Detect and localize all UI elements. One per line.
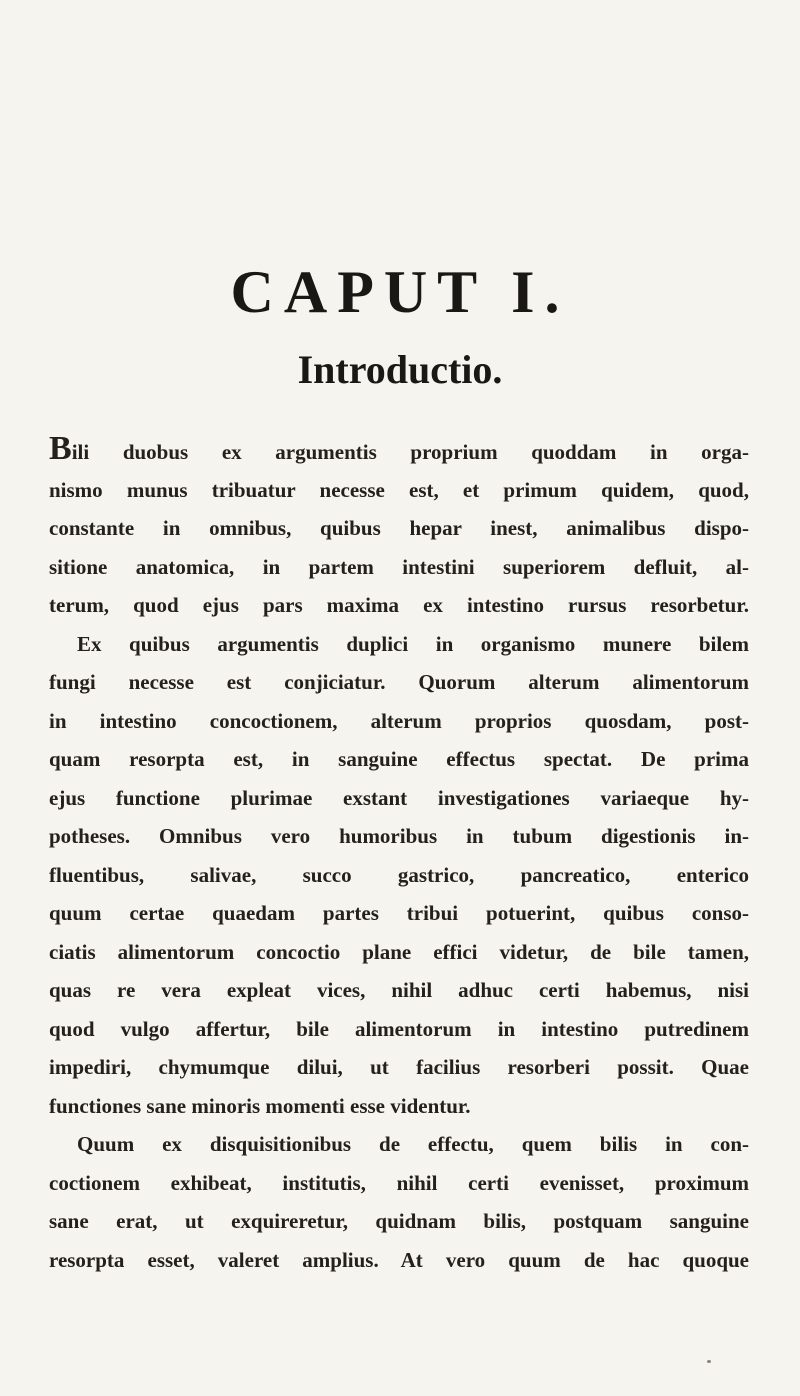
text-line xyxy=(49,432,749,471)
text-line: resorpta esset, valeret amplius. At vero quum de hac quoque xyxy=(49,1247,749,1272)
paper-speck xyxy=(707,1360,711,1363)
text-line: sitione anatomica, in partem intestini superiorem defluit, al- xyxy=(49,554,749,579)
text-line: sane erat, ut exquireretur, quidnam bilis, postquam sanguine xyxy=(49,1209,749,1233)
text-line: coctionem exhibeat, institutis, nihil certi evenisset, proximum xyxy=(49,1170,749,1195)
text-line: fluentibus, salivae, succo gastrico, pancreatico, enterico xyxy=(49,862,749,887)
text-line: impediri, chymumque dilui, ut facilius resorberi possit. Quae xyxy=(49,1055,749,1079)
text-line: quum certae quaedam partes tribui potuerint, quibus conso- xyxy=(49,901,749,925)
first-line-text: ili duobus ex argumentis proprium quoddam in orga- xyxy=(71,440,749,464)
text-line: ciatis alimentorum concoctio plane effici videtur, de bile tamen, xyxy=(49,939,749,964)
text-line: quod vulgo affertur, bile alimentorum in intestino putredinem xyxy=(49,1016,749,1041)
text-line: nismo munus tribuatur necesse est, et primum quidem, quod, xyxy=(49,477,749,502)
section-title: Introductio. xyxy=(297,347,503,392)
chapter-title: CAPUT I. xyxy=(230,259,570,325)
text-line: functiones sane minoris momenti esse videntur. xyxy=(49,1093,471,1118)
text-line: quam resorpta est, in sanguine effectus spectat. De prima xyxy=(49,747,749,771)
text-line: fungi necesse est conjiciatur. Quorum alterum alimentorum xyxy=(49,670,749,694)
drop-cap: B xyxy=(49,430,72,467)
text-line: quas re vera expleat vices, nihil adhuc certi habemus, nisi xyxy=(49,978,749,1002)
text-line: ejus functione plurimae exstant investigationes variaeque hy- xyxy=(49,785,749,810)
text-line: terum, quod ejus pars maxima ex intestino rursus resorbetur. xyxy=(49,593,749,617)
text-line: potheses. Omnibus vero humoribus in tubum digestionis in- xyxy=(49,824,749,848)
text-line: Quum ex disquisitionibus de effectu, quem bilis in con- xyxy=(77,1132,749,1156)
text-line: in intestino concoctionem, alterum proprios quosdam, post- xyxy=(49,708,749,733)
text-line: Ex quibus argumentis duplici in organismo munere bilem xyxy=(77,631,749,656)
text-line: constante in omnibus, quibus hepar inest, animalibus dispo- xyxy=(49,516,749,540)
body-text xyxy=(49,432,749,1279)
